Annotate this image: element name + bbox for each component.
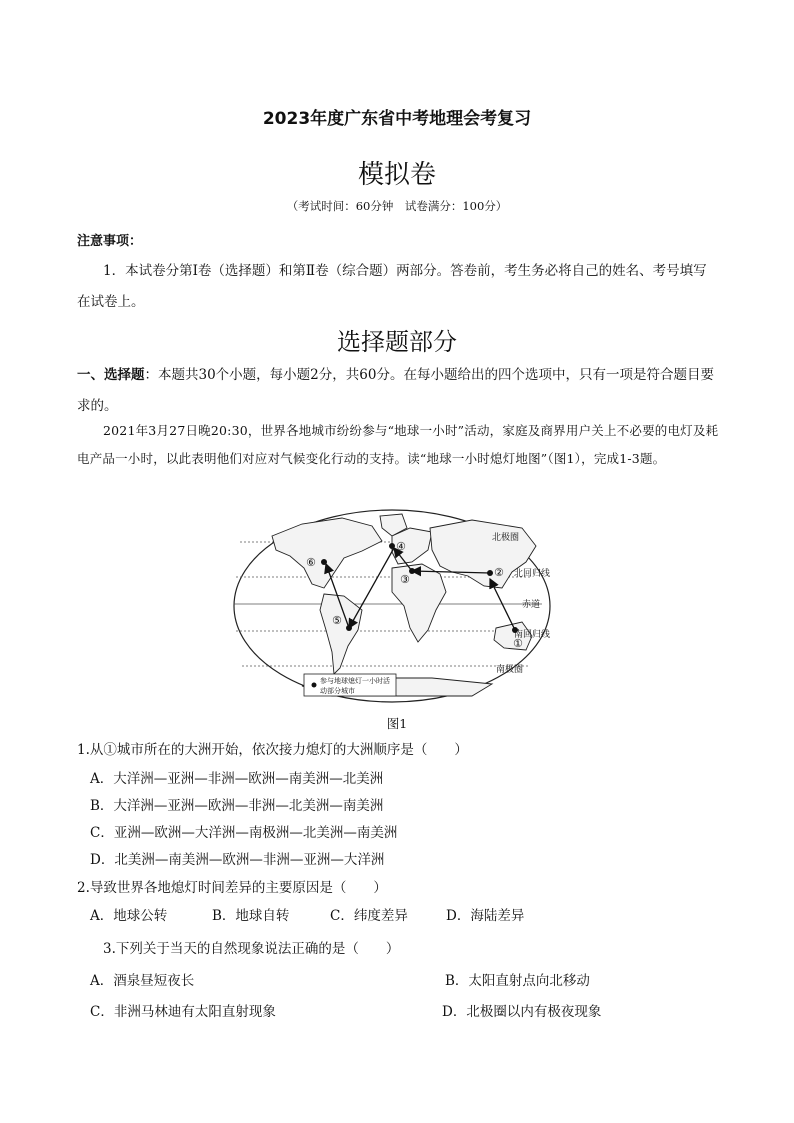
question-1-stem: 1.从①城市所在的大洲开始，依次接力熄灯的大洲顺序是（ ） [77,742,468,758]
marker-5: ⑤ [332,614,342,627]
marker-1: ① [513,637,523,650]
section-title: 选择题部分 [337,328,457,356]
question-3-option-d[interactable]: D．北极圈以内有极夜现象 [442,1004,602,1020]
question-2-option-b[interactable]: B．地球自转 [212,908,290,924]
label-equator: 赤道 [522,600,541,610]
document-title: 2023年度广东省中考地理会考复习 [262,109,532,129]
label-tropic-n: 北回归线 [514,569,551,579]
question-3-option-b[interactable]: B．太阳直射点向北移动 [445,973,590,989]
question-2-option-c[interactable]: C．纬度差异 [330,908,408,924]
reading-passage: 2021年3月27日晚20:30，世界各地城市纷纷参与“地球一小时”活动，家庭及商界用户关上不必要的电灯及耗电产品一小时，以此表明他们对应对气候变化行动的支持。读“地球一小时熄灯地图”（图1），完成1-3题。 [77,423,719,466]
question-3-stem: 3.下列关于当天的自然现象说法正确的是（ ） [103,941,400,957]
question-3-option-a[interactable]: A．酒泉昼短夜长 [90,973,195,989]
question-2-stem: 2.导致世界各地熄灯时间差异的主要原因是（ ） [77,880,387,896]
exam-info: （考试时间：60分钟 试卷满分：100分） [286,199,508,213]
marker-2: ② [494,566,504,579]
world-map-figure [232,506,552,706]
instructions-text: ：本题共30个小题，每小题2分，共60分。在每小题给出的四个选项中，只有一项是符合题目要求的。 [77,367,714,414]
question-1-option-c[interactable]: C．亚洲—欧洲—大洋洲—南极洲—北美洲—南美洲 [90,825,398,841]
label-tropic-s: 南回归线 [514,630,551,640]
document-subtitle: 模拟卷 [357,160,436,190]
label-antarctic: 南极圈 [496,665,524,675]
label-arctic: 北极圈 [492,533,520,543]
instructions-lead: 一、选择题 [77,367,145,383]
instructions [77,360,722,422]
figure-caption: 图1 [386,716,408,731]
marker-6: ⑥ [306,556,316,569]
notes-heading: 注意事项： [77,234,143,249]
legend-text: 参与地球熄灯一小时活动部分城市 [320,677,390,695]
question-3-option-c[interactable]: C．非洲马林迪有太阳直射现象 [90,1004,276,1020]
question-1-option-a[interactable]: A．大洋洲—亚洲—非洲—欧洲—南美洲—北美洲 [90,771,384,787]
marker-3: ③ [400,573,410,586]
marker-4: ④ [396,540,406,553]
notes-item-1: 1．本试卷分第Ⅰ卷（选择题）和第Ⅱ卷（综合题）两部分。答卷前，考生务必将自己的姓名、考号填写在试卷上。 [77,263,707,310]
question-1-option-b[interactable]: B．大洋洲—亚洲—欧洲—非洲—北美洲—南美洲 [90,798,384,814]
question-2-option-a[interactable]: A．地球公转 [90,908,168,924]
legend-dot [312,683,317,688]
question-2-option-d[interactable]: D．海陆差异 [446,908,525,924]
question-1-option-d[interactable]: D．北美洲—南美洲—欧洲—非洲—亚洲—大洋洲 [90,852,385,868]
